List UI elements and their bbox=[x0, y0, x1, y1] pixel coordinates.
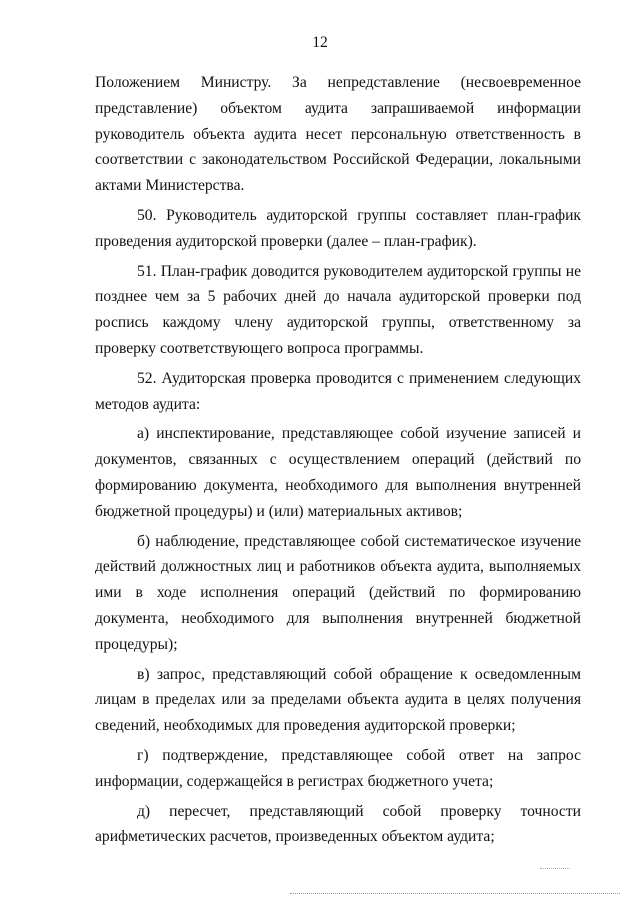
list-item-g: г) подтверждение, представляющее собой ответ на запрос информации, содержащейся в регистрах бюджетного учета; bbox=[95, 746, 581, 790]
list-item-a: а) инспектирование, представляющее собой изучение записей и документов, связанных с осуществлением операций (действий по формированию документа, необходимого для выполнения внутренней бюджетной процедуры) и (или) материальных активов; bbox=[95, 425, 581, 520]
paragraph-50: 50. Руководитель аудиторской группы составляет план-график проведения аудиторской проверки (далее – план-график). bbox=[95, 206, 581, 250]
scan-artifact-mark bbox=[540, 868, 570, 869]
document-body bbox=[95, 70, 581, 854]
list-item-v: в) запрос, представляющий собой обращение к осведомленным лицам в пределах или за пределами объекта аудита в целях получения сведений, необходимых для проведения аудиторской проверки; bbox=[95, 665, 581, 735]
scan-artifact-line bbox=[290, 893, 620, 894]
paragraph-continuation: Положением Министру. За непредставление (несвоевременное представление) объектом аудита запрашиваемой информации руководитель объекта аудита несет персональную ответственность в соответствии с законодательством Российской Федерации, локальными актами Министерства. bbox=[95, 74, 581, 195]
page-number: 12 bbox=[312, 34, 328, 51]
paragraph-51: 51. План-график доводится руководителем аудиторской группы не позднее чем за 5 рабочих дней до начала аудиторской проверки под роспись каждому члену аудиторской группы, ответственному за проверку соответствующего вопроса программы. bbox=[95, 262, 581, 357]
list-item-b: б) наблюдение, представляющее собой систематическое изучение действий должностных лиц и работников объекта аудита, выполняемых ими в ходе исполнения операций (действий по формированию документа, необходимого для выполнения внутренней бюджетной процедуры); bbox=[95, 532, 581, 653]
paragraph-52: 52. Аудиторская проверка проводится с применением следующих методов аудита: bbox=[95, 369, 581, 413]
list-item-d: д) пересчет, представляющий собой проверку точности арифметических расчетов, произведенных объектом аудита; bbox=[95, 802, 581, 846]
